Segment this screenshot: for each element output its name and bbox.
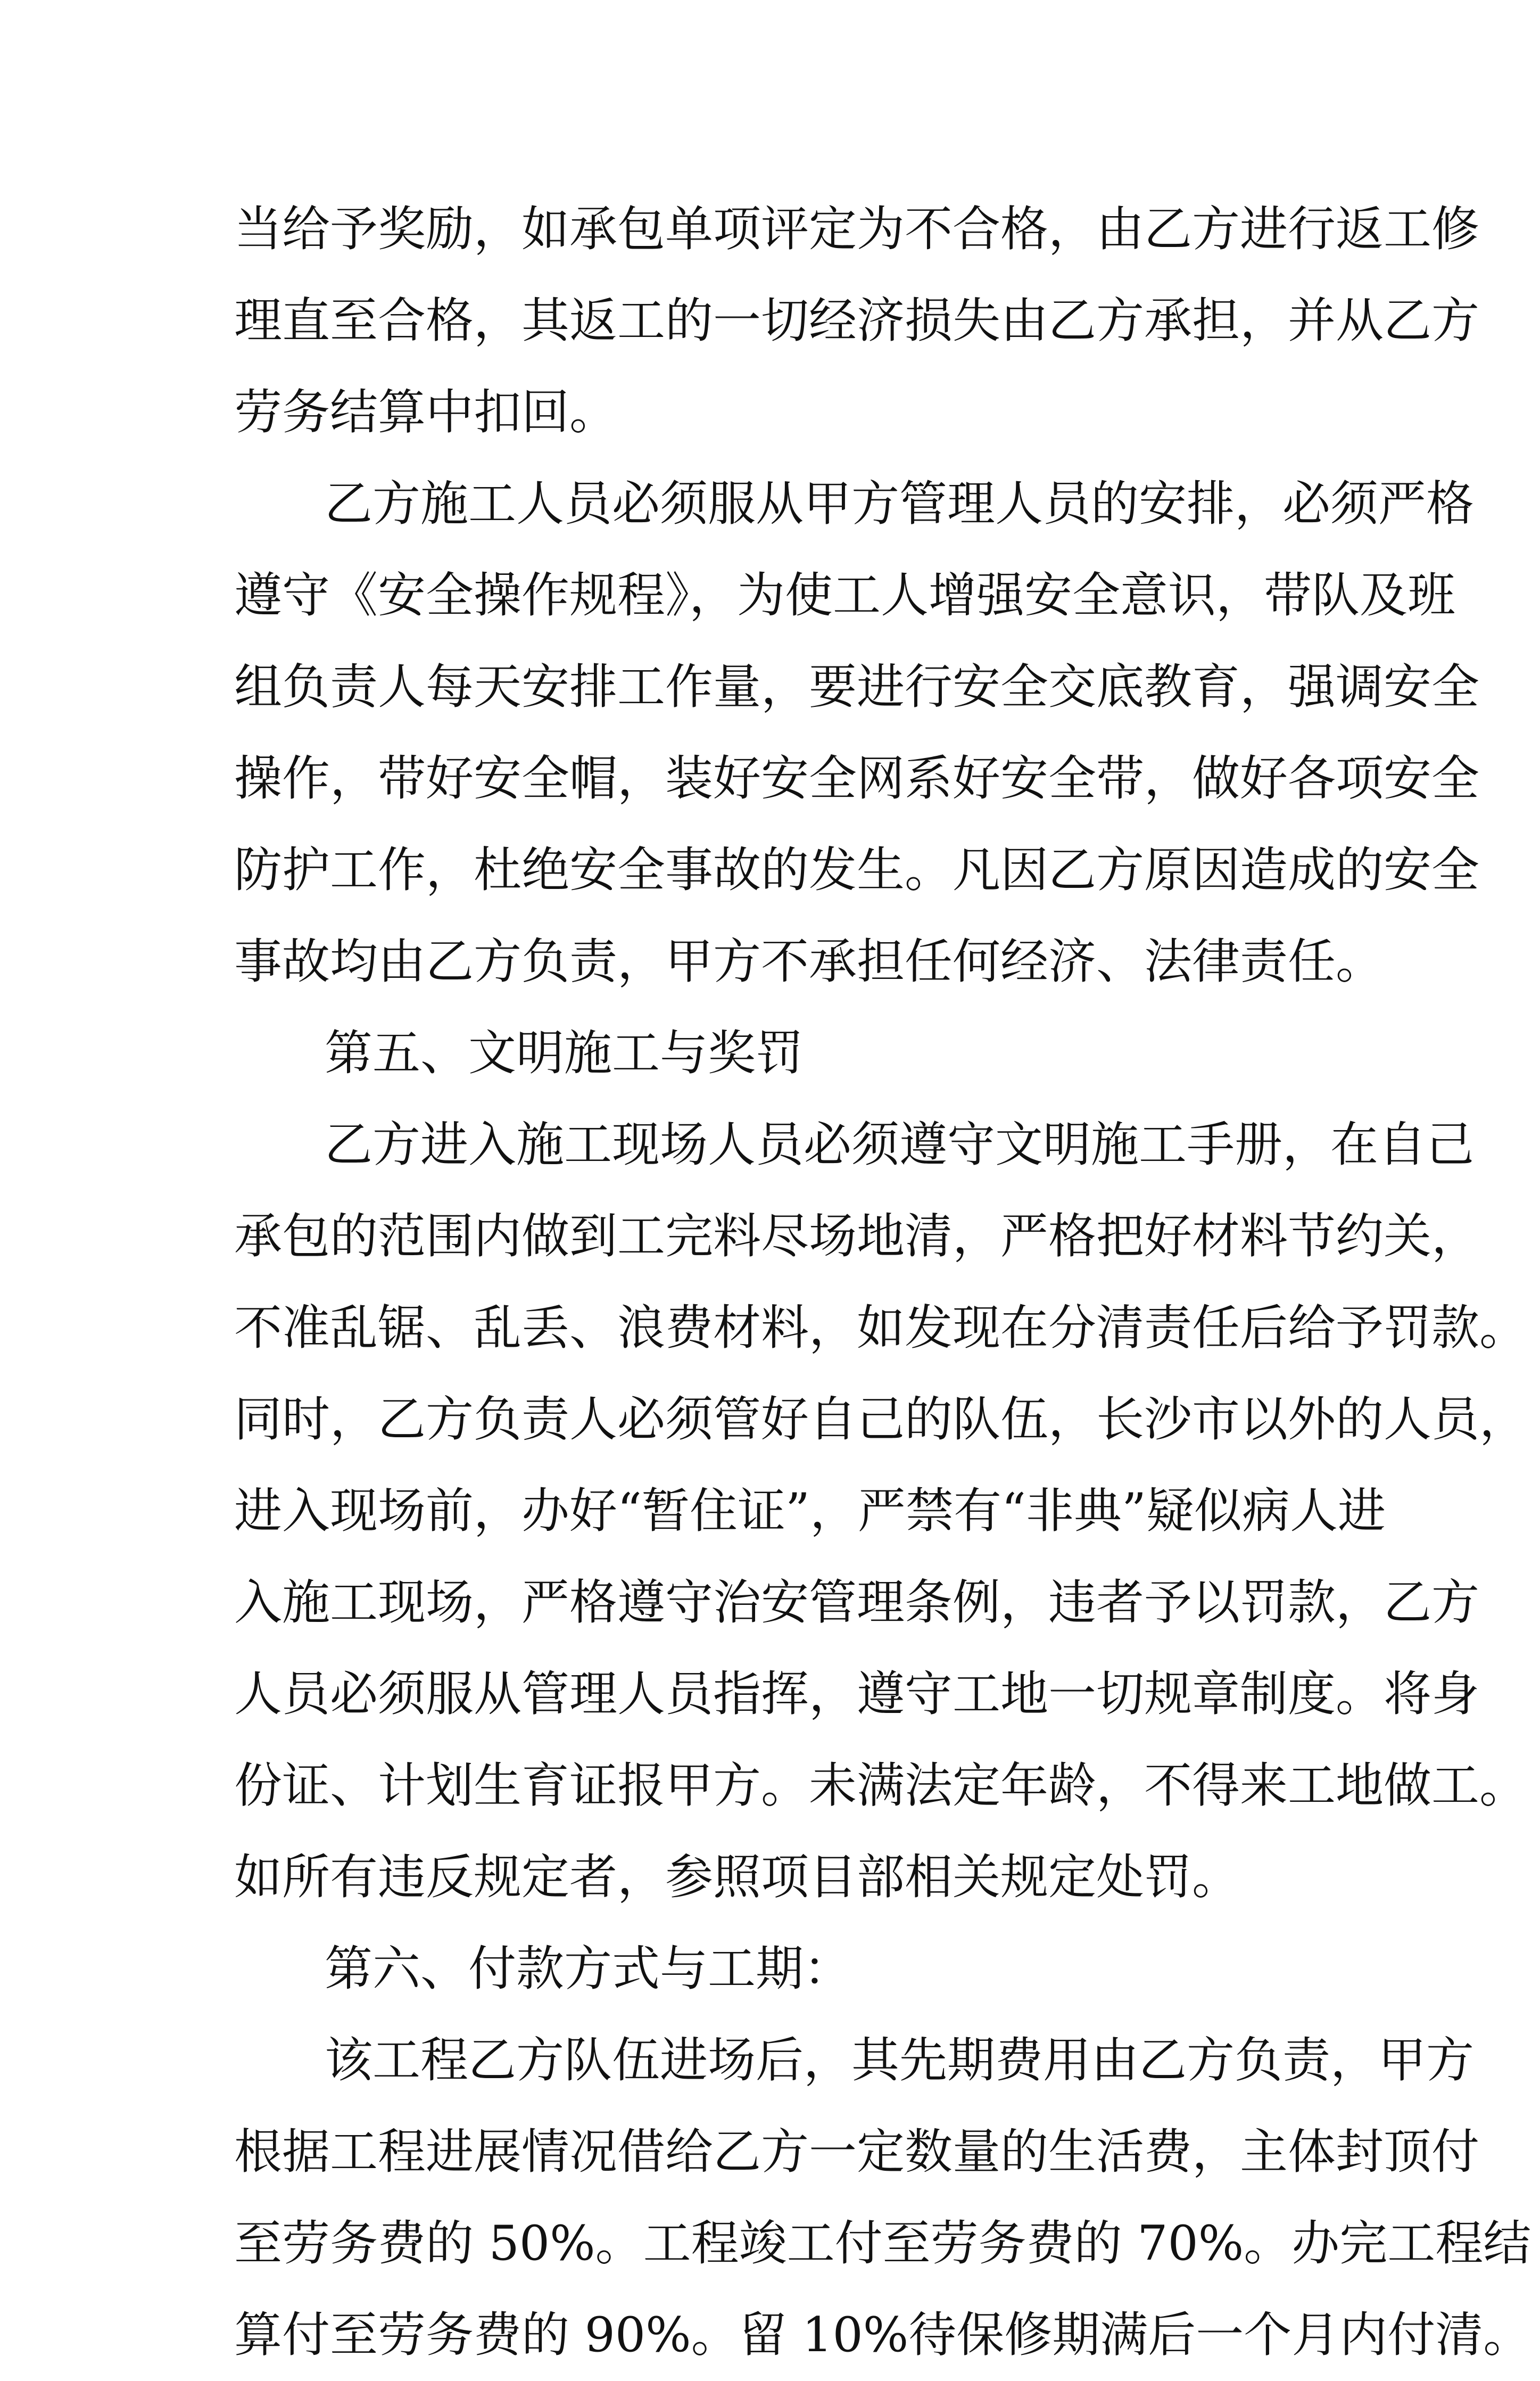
text-line: 同时，乙方负责人必须管好自己的队伍，长沙市以外的人员，	[234, 1391, 1527, 1447]
text-line: 如所有违反规定者，参照项目部相关规定处罚。	[234, 1849, 1240, 1905]
text-line: 防护工作，杜绝安全事故的发生。凡因乙方原因造成的安全	[234, 842, 1479, 898]
text-line: 入施工现场，严格遵守治安管理条例，违者予以罚款，乙方	[234, 1575, 1479, 1630]
text-line: 人员必须服从管理人员指挥，遵守工地一切规章制度。将身	[234, 1666, 1479, 1722]
text-line: 操作，带好安全帽，装好安全网系好安全带，做好各项安全	[234, 751, 1479, 806]
text-line: 至劳务费的 50%。工程竣工付至劳务费的 70%。办完工程结	[234, 2215, 1531, 2271]
text-line: 组负责人每天安排工作量，要进行安全交底教育，强调安全	[234, 659, 1479, 715]
text-line: 遵守《安全操作规程》，为使工人增强安全意识，带队及班	[234, 567, 1455, 623]
text-line: 当给予奖励，如承包单项评定为不合格，由乙方进行返工修	[234, 201, 1479, 257]
paragraph-start-line: 乙方施工人员必须服从甲方管理人员的安排，必须严格	[325, 476, 1474, 532]
text-line: 劳务结算中扣回。	[234, 384, 617, 440]
section-heading: 第五、文明施工与奖罚	[325, 1025, 804, 1081]
text-line: 理直至合格，其返工的一切经济损失由乙方承担，并从乙方	[234, 293, 1479, 349]
text-line: 算付至劳务费的 90%。留 10%待保修期满后一个月内付清。	[234, 2307, 1531, 2363]
paragraph-start-line: 该工程乙方队伍进场后，其先期费用由乙方负责，甲方	[325, 2032, 1474, 2088]
text-line: 根据工程进展情况借给乙方一定数量的生活费，主体封顶付	[234, 2124, 1479, 2180]
document-page	[234, 184, 1531, 2381]
paragraph-start-line: 乙方进入施工现场人员必须遵守文明施工手册，在自己	[325, 1117, 1474, 1173]
text-line: 不准乱锯、乱丢、浪费材料，如发现在分清责任后给予罚款。	[234, 1300, 1527, 1356]
text-line: 份证、计划生育证报甲方。未满法定年龄，不得来工地做工。	[234, 1758, 1527, 1814]
text-line: 进入现场前，办好“暂住证”，严禁有“非典”疑似病人进	[234, 1483, 1386, 1539]
text-line: 事故均由乙方负责，甲方不承担任何经济、法律责任。	[234, 934, 1384, 990]
text-line: 承包的范围内做到工完料尽场地清，严格把好材料节约关，	[234, 1208, 1479, 1264]
section-heading: 第六、付款方式与工期：	[325, 1941, 851, 1997]
